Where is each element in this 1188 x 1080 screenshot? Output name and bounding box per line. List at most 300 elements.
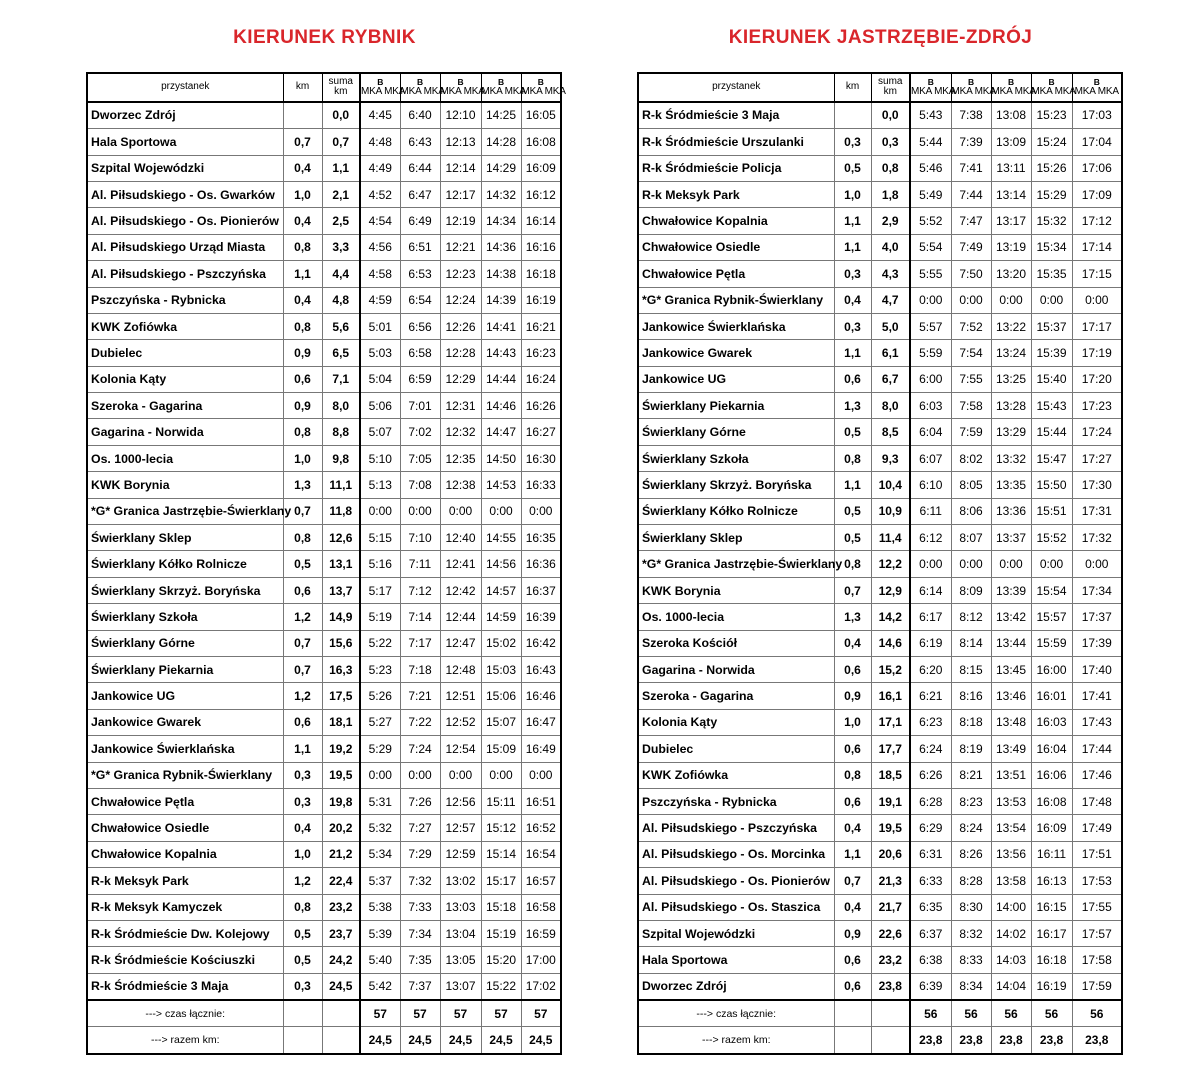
departure-time: 6:26	[910, 762, 951, 788]
departure-time: 5:04	[360, 366, 400, 392]
km-value: 0,6	[834, 788, 871, 814]
departure-time: 6:51	[400, 234, 440, 260]
km-sum: 4,4	[322, 261, 360, 287]
footer-empty	[322, 1027, 360, 1054]
km-sum: 8,8	[322, 419, 360, 445]
km-value: 0,4	[834, 815, 871, 841]
footer-label: ---> razem km:	[87, 1027, 283, 1054]
km-sum: 2,9	[871, 208, 910, 234]
stop-name: Hala Sportowa	[87, 129, 283, 155]
stop-name: Świerklany Skrzyż. Boryńska	[638, 472, 834, 498]
km-value: 1,3	[834, 604, 871, 630]
departure-time: 7:49	[951, 234, 991, 260]
km-sum: 22,6	[871, 920, 910, 946]
stop-name: Szeroka - Gagarina	[87, 393, 283, 419]
departure-time: 12:17	[440, 181, 481, 207]
departure-time: 0:00	[440, 762, 481, 788]
departure-time: 14:38	[481, 261, 521, 287]
stop-name: Jankowice Gwarek	[638, 340, 834, 366]
departure-time: 8:24	[951, 815, 991, 841]
departure-time: 6:20	[910, 657, 951, 683]
table-row	[638, 419, 1122, 445]
stop-name: Kolonia Kąty	[87, 366, 283, 392]
header-course-code: MKA MKA	[1031, 86, 1076, 98]
departure-time: 16:09	[1031, 815, 1072, 841]
stop-name: *G* Granica Jastrzębie-Świerklany	[638, 551, 834, 577]
departure-time: 0:00	[1072, 551, 1122, 577]
stop-name: Szeroka Kościół	[638, 630, 834, 656]
km-value: 0,8	[283, 525, 322, 551]
departure-time: 17:32	[1072, 525, 1122, 551]
departure-time: 13:25	[991, 366, 1031, 392]
departure-time: 0:00	[910, 287, 951, 313]
departure-time: 13:05	[440, 947, 481, 973]
stop-name: Al. Piłsudskiego Urząd Miasta	[87, 234, 283, 260]
departure-time: 4:58	[360, 261, 400, 287]
km-sum: 0,0	[322, 102, 360, 129]
table-row	[87, 472, 561, 498]
stop-name: Świerklany Skrzyż. Boryńska	[87, 577, 283, 603]
departure-time: 5:19	[360, 604, 400, 630]
table-row	[638, 287, 1122, 313]
departure-time: 16:49	[521, 736, 561, 762]
header-course-letter: B	[377, 77, 384, 88]
stop-name: Jankowice Świerklańska	[638, 313, 834, 339]
departure-time: 17:09	[1072, 181, 1122, 207]
departure-time: 8:07	[951, 525, 991, 551]
departure-time: 17:55	[1072, 894, 1122, 920]
departure-time: 15:35	[1031, 261, 1072, 287]
km-value: 1,0	[283, 841, 322, 867]
table-row	[638, 208, 1122, 234]
table-row	[638, 393, 1122, 419]
footer-value: 24,5	[481, 1027, 521, 1054]
departure-time: 0:00	[1072, 287, 1122, 313]
stop-name: Pszczyńska - Rybnicka	[87, 287, 283, 313]
km-sum: 4,7	[871, 287, 910, 313]
table-row	[87, 102, 561, 129]
departure-time: 8:15	[951, 657, 991, 683]
departure-time: 16:33	[521, 472, 561, 498]
table-row	[638, 920, 1122, 946]
stop-name: Dubielec	[638, 736, 834, 762]
table-row	[87, 419, 561, 445]
header-row	[87, 73, 561, 102]
departure-time: 16:13	[1031, 868, 1072, 894]
departure-time: 7:37	[400, 973, 440, 1000]
departure-time: 13:54	[991, 815, 1031, 841]
departure-time: 15:43	[1031, 393, 1072, 419]
departure-time: 12:31	[440, 393, 481, 419]
departure-time: 8:21	[951, 762, 991, 788]
table-row	[638, 498, 1122, 524]
departure-time: 16:54	[521, 841, 561, 867]
header-course	[951, 73, 996, 102]
departure-time: 6:11	[910, 498, 951, 524]
stop-name: Chwałowice Osiedle	[87, 815, 283, 841]
departure-time: 5:03	[360, 340, 400, 366]
departure-time: 4:48	[360, 129, 400, 155]
header-course-code: MKA MKA	[991, 86, 1036, 98]
table-row	[87, 973, 561, 1000]
departure-time: 6:23	[910, 709, 951, 735]
departure-time: 6:21	[910, 683, 951, 709]
km-sum: 24,2	[322, 947, 360, 973]
footer-empty	[871, 1027, 910, 1054]
departure-time: 6:53	[400, 261, 440, 287]
table-row	[87, 445, 561, 471]
stop-name: R-k Śródmieście Urszulanki	[638, 129, 834, 155]
table-row	[87, 683, 561, 709]
departure-time: 14:50	[481, 445, 521, 471]
km-sum: 19,1	[871, 788, 910, 814]
departure-time: 14:36	[481, 234, 521, 260]
stop-name: Hala Sportowa	[638, 947, 834, 973]
departure-time: 14:59	[481, 604, 521, 630]
header-course-code: MKA MKA	[951, 86, 996, 98]
departure-time: 0:00	[910, 551, 951, 577]
header-stop: przystanek	[638, 73, 834, 102]
departure-time: 13:04	[440, 920, 481, 946]
table-row	[87, 155, 561, 181]
departure-time: 17:12	[1072, 208, 1122, 234]
departure-time: 5:43	[910, 102, 951, 129]
departure-time: 16:04	[1031, 736, 1072, 762]
stop-name: KWK Borynia	[638, 577, 834, 603]
header-course	[991, 73, 1036, 102]
departure-time: 5:27	[360, 709, 400, 735]
header-course-letter: B	[968, 77, 974, 88]
departure-time: 7:08	[400, 472, 440, 498]
departure-time: 15:29	[1031, 181, 1072, 207]
footer-label: ---> razem km:	[638, 1027, 834, 1054]
departure-time: 6:31	[910, 841, 951, 867]
departure-time: 17:53	[1072, 868, 1122, 894]
departure-time: 13:48	[991, 709, 1031, 735]
departure-time: 16:16	[521, 234, 561, 260]
footer-value: 23,8	[1072, 1027, 1122, 1054]
departure-time: 12:44	[440, 604, 481, 630]
header-course-letter: B	[498, 77, 504, 88]
departure-time: 16:58	[521, 894, 561, 920]
departure-time: 8:16	[951, 683, 991, 709]
footer-empty	[283, 1027, 322, 1054]
departure-time: 16:19	[1031, 973, 1072, 1000]
departure-time: 15:54	[1031, 577, 1072, 603]
departure-time: 13:53	[991, 788, 1031, 814]
departure-time: 15:07	[481, 709, 521, 735]
km-sum: 23,2	[871, 947, 910, 973]
footer-value: 57	[400, 1000, 440, 1027]
departure-time: 12:26	[440, 313, 481, 339]
km-sum: 6,5	[322, 340, 360, 366]
km-value: 0,6	[834, 366, 871, 392]
stop-name: R-k Meksyk Park	[638, 181, 834, 207]
footer-value: 57	[360, 1000, 400, 1027]
km-sum: 8,5	[871, 419, 910, 445]
km-value: 1,2	[283, 683, 322, 709]
departure-time: 7:58	[951, 393, 991, 419]
table-row	[638, 340, 1122, 366]
km-sum: 17,1	[871, 709, 910, 735]
km-value: 0,4	[283, 208, 322, 234]
departure-time: 0:00	[481, 762, 521, 788]
table-row	[638, 577, 1122, 603]
departure-time: 7:21	[400, 683, 440, 709]
km-sum: 2,5	[322, 208, 360, 234]
table-row	[638, 709, 1122, 735]
footer-value: 56	[991, 1000, 1031, 1027]
departure-time: 13:29	[991, 419, 1031, 445]
departure-time: 14:28	[481, 129, 521, 155]
km-sum: 5,0	[871, 313, 910, 339]
km-value: 0,8	[283, 313, 322, 339]
departure-time: 14:03	[991, 947, 1031, 973]
departure-time: 12:40	[440, 525, 481, 551]
departure-time: 7:39	[951, 129, 991, 155]
table-row	[87, 604, 561, 630]
table-row	[87, 841, 561, 867]
departure-time: 15:40	[1031, 366, 1072, 392]
header-sum-bottom: km	[883, 86, 897, 98]
stop-name: Świerklany Górne	[87, 630, 283, 656]
km-value: 0,6	[283, 577, 322, 603]
footer-empty	[834, 1000, 871, 1027]
table-row	[638, 736, 1122, 762]
departure-time: 0:00	[440, 498, 481, 524]
km-sum: 16,1	[871, 683, 910, 709]
departure-time: 15:09	[481, 736, 521, 762]
departure-time: 17:34	[1072, 577, 1122, 603]
departure-time: 17:51	[1072, 841, 1122, 867]
km-value: 0,5	[834, 419, 871, 445]
departure-time: 17:15	[1072, 261, 1122, 287]
table-row	[638, 234, 1122, 260]
departure-time: 0:00	[951, 551, 991, 577]
departure-time: 13:42	[991, 604, 1031, 630]
stop-name: Szeroka - Gagarina	[638, 683, 834, 709]
table-row	[87, 393, 561, 419]
km-sum: 22,4	[322, 868, 360, 894]
departure-time: 17:00	[521, 947, 561, 973]
km-value: 0,9	[283, 393, 322, 419]
km-sum: 13,1	[322, 551, 360, 577]
stop-name: R-k Śródmieście 3 Maja	[638, 102, 834, 129]
departure-time: 5:15	[360, 525, 400, 551]
km-sum: 23,8	[871, 973, 910, 1000]
departure-time: 5:39	[360, 920, 400, 946]
departure-time: 7:41	[951, 155, 991, 181]
departure-time: 13:37	[991, 525, 1031, 551]
km-sum: 13,7	[322, 577, 360, 603]
km-value: 0,8	[283, 234, 322, 260]
departure-time: 16:51	[521, 788, 561, 814]
departure-time: 7:29	[400, 841, 440, 867]
table-row	[87, 736, 561, 762]
departure-time: 14:32	[481, 181, 521, 207]
table-row	[87, 129, 561, 155]
header-sum-bottom: km	[334, 86, 348, 98]
departure-time: 8:33	[951, 947, 991, 973]
departure-time: 17:20	[1072, 366, 1122, 392]
departure-time: 4:59	[360, 287, 400, 313]
departure-time: 8:19	[951, 736, 991, 762]
departure-time: 16:06	[1031, 762, 1072, 788]
footer-value: 24,5	[521, 1027, 561, 1054]
km-sum: 0,0	[871, 102, 910, 129]
departure-time: 6:44	[400, 155, 440, 181]
departure-time: 17:04	[1072, 129, 1122, 155]
km-value: 0,9	[834, 920, 871, 946]
km-sum: 6,7	[871, 366, 910, 392]
departure-time: 16:57	[521, 868, 561, 894]
km-value: 1,0	[283, 181, 322, 207]
departure-time: 15:18	[481, 894, 521, 920]
departure-time: 7:50	[951, 261, 991, 287]
stop-name: KWK Zofiówka	[87, 313, 283, 339]
footer-value: 24,5	[360, 1027, 400, 1054]
departure-time: 16:09	[521, 155, 561, 181]
departure-time: 15:11	[481, 788, 521, 814]
departure-time: 13:11	[991, 155, 1031, 181]
departure-time: 17:37	[1072, 604, 1122, 630]
title-kierunek-rybnik: KIERUNEK RYBNIK	[233, 27, 416, 48]
departure-time: 0:00	[400, 762, 440, 788]
departure-time: 16:14	[521, 208, 561, 234]
km-sum: 11,4	[871, 525, 910, 551]
table-row	[638, 472, 1122, 498]
departure-time: 15:02	[481, 630, 521, 656]
km-value: 0,8	[834, 445, 871, 471]
departure-time: 5:57	[910, 313, 951, 339]
departure-time: 12:14	[440, 155, 481, 181]
footer-value: 56	[951, 1000, 991, 1027]
footer-label: ---> czas łącznie:	[87, 1000, 283, 1027]
km-sum: 21,3	[871, 868, 910, 894]
km-sum: 24,5	[322, 973, 360, 1000]
stop-name: KWK Borynia	[87, 472, 283, 498]
stop-name: R-k Śródmieście Dw. Kolejowy	[87, 920, 283, 946]
km-sum: 5,6	[322, 313, 360, 339]
departure-time: 17:14	[1072, 234, 1122, 260]
km-sum: 1,8	[871, 181, 910, 207]
km-sum: 10,9	[871, 498, 910, 524]
km-value: 1,1	[834, 208, 871, 234]
departure-time: 12:23	[440, 261, 481, 287]
departure-time: 7:38	[951, 102, 991, 129]
departure-time: 8:06	[951, 498, 991, 524]
departure-time: 17:06	[1072, 155, 1122, 181]
km-value: 0,3	[283, 788, 322, 814]
departure-time: 6:29	[910, 815, 951, 841]
departure-time: 14:39	[481, 287, 521, 313]
departure-time: 7:01	[400, 393, 440, 419]
departure-time: 0:00	[521, 762, 561, 788]
departure-time: 12:21	[440, 234, 481, 260]
table-row	[87, 709, 561, 735]
stop-name: R-k Śródmieście Policja	[638, 155, 834, 181]
departure-time: 14:44	[481, 366, 521, 392]
departure-time: 17:30	[1072, 472, 1122, 498]
departure-time: 15:22	[481, 973, 521, 1000]
km-value: 0,8	[283, 894, 322, 920]
km-sum: 10,4	[871, 472, 910, 498]
departure-time: 15:17	[481, 868, 521, 894]
header-course-letter: B	[1048, 77, 1055, 88]
km-sum: 19,2	[322, 736, 360, 762]
header-course-code: MKA MKA	[1074, 86, 1119, 98]
header-course	[1031, 73, 1076, 102]
departure-time: 8:02	[951, 445, 991, 471]
departure-time: 6:54	[400, 287, 440, 313]
km-value: 0,3	[283, 762, 322, 788]
departure-time: 13:07	[440, 973, 481, 1000]
table-row	[87, 577, 561, 603]
km-sum: 16,3	[322, 657, 360, 683]
departure-time: 13:19	[991, 234, 1031, 260]
header-course-letter: B	[457, 77, 464, 88]
footer-value: 24,5	[440, 1027, 481, 1054]
departure-time: 0:00	[991, 551, 1031, 577]
km-value: 1,0	[834, 181, 871, 207]
departure-time: 5:54	[910, 234, 951, 260]
km-value: 0,5	[283, 920, 322, 946]
departure-time: 4:49	[360, 155, 400, 181]
departure-time: 6:04	[910, 419, 951, 445]
km-value: 1,0	[834, 709, 871, 735]
departure-time: 12:41	[440, 551, 481, 577]
stop-name: Świerklany Górne	[638, 419, 834, 445]
km-value: 0,7	[834, 868, 871, 894]
departure-time: 7:14	[400, 604, 440, 630]
km-sum: 14,2	[871, 604, 910, 630]
km-value: 1,0	[283, 445, 322, 471]
departure-time: 7:32	[400, 868, 440, 894]
departure-time: 8:09	[951, 577, 991, 603]
departure-time: 5:55	[910, 261, 951, 287]
departure-time: 7:11	[400, 551, 440, 577]
departure-time: 5:01	[360, 313, 400, 339]
departure-time: 5:32	[360, 815, 400, 841]
departure-time: 6:14	[910, 577, 951, 603]
header-sum	[871, 73, 910, 102]
departure-time: 12:28	[440, 340, 481, 366]
km-value: 0,8	[283, 419, 322, 445]
km-sum: 0,3	[871, 129, 910, 155]
table-row	[87, 894, 561, 920]
departure-time: 6:24	[910, 736, 951, 762]
departure-time: 14:53	[481, 472, 521, 498]
table-row	[87, 762, 561, 788]
header-course-code: MKA MKA	[361, 86, 406, 98]
departure-time: 17:41	[1072, 683, 1122, 709]
departure-time: 16:37	[521, 577, 561, 603]
table-row	[638, 551, 1122, 577]
departure-time: 12:57	[440, 815, 481, 841]
departure-time: 13:56	[991, 841, 1031, 867]
km-sum: 0,8	[871, 155, 910, 181]
departure-time: 7:18	[400, 657, 440, 683]
stop-name: Al. Piłsudskiego - Os. Pionierów	[87, 208, 283, 234]
departure-time: 16:08	[1031, 788, 1072, 814]
departure-time: 12:42	[440, 577, 481, 603]
table-row	[87, 340, 561, 366]
km-value: 0,6	[834, 973, 871, 1000]
stop-name: KWK Zofiówka	[638, 762, 834, 788]
stop-name: Świerklany Piekarnia	[638, 393, 834, 419]
table-row	[638, 525, 1122, 551]
header-course	[521, 73, 566, 102]
